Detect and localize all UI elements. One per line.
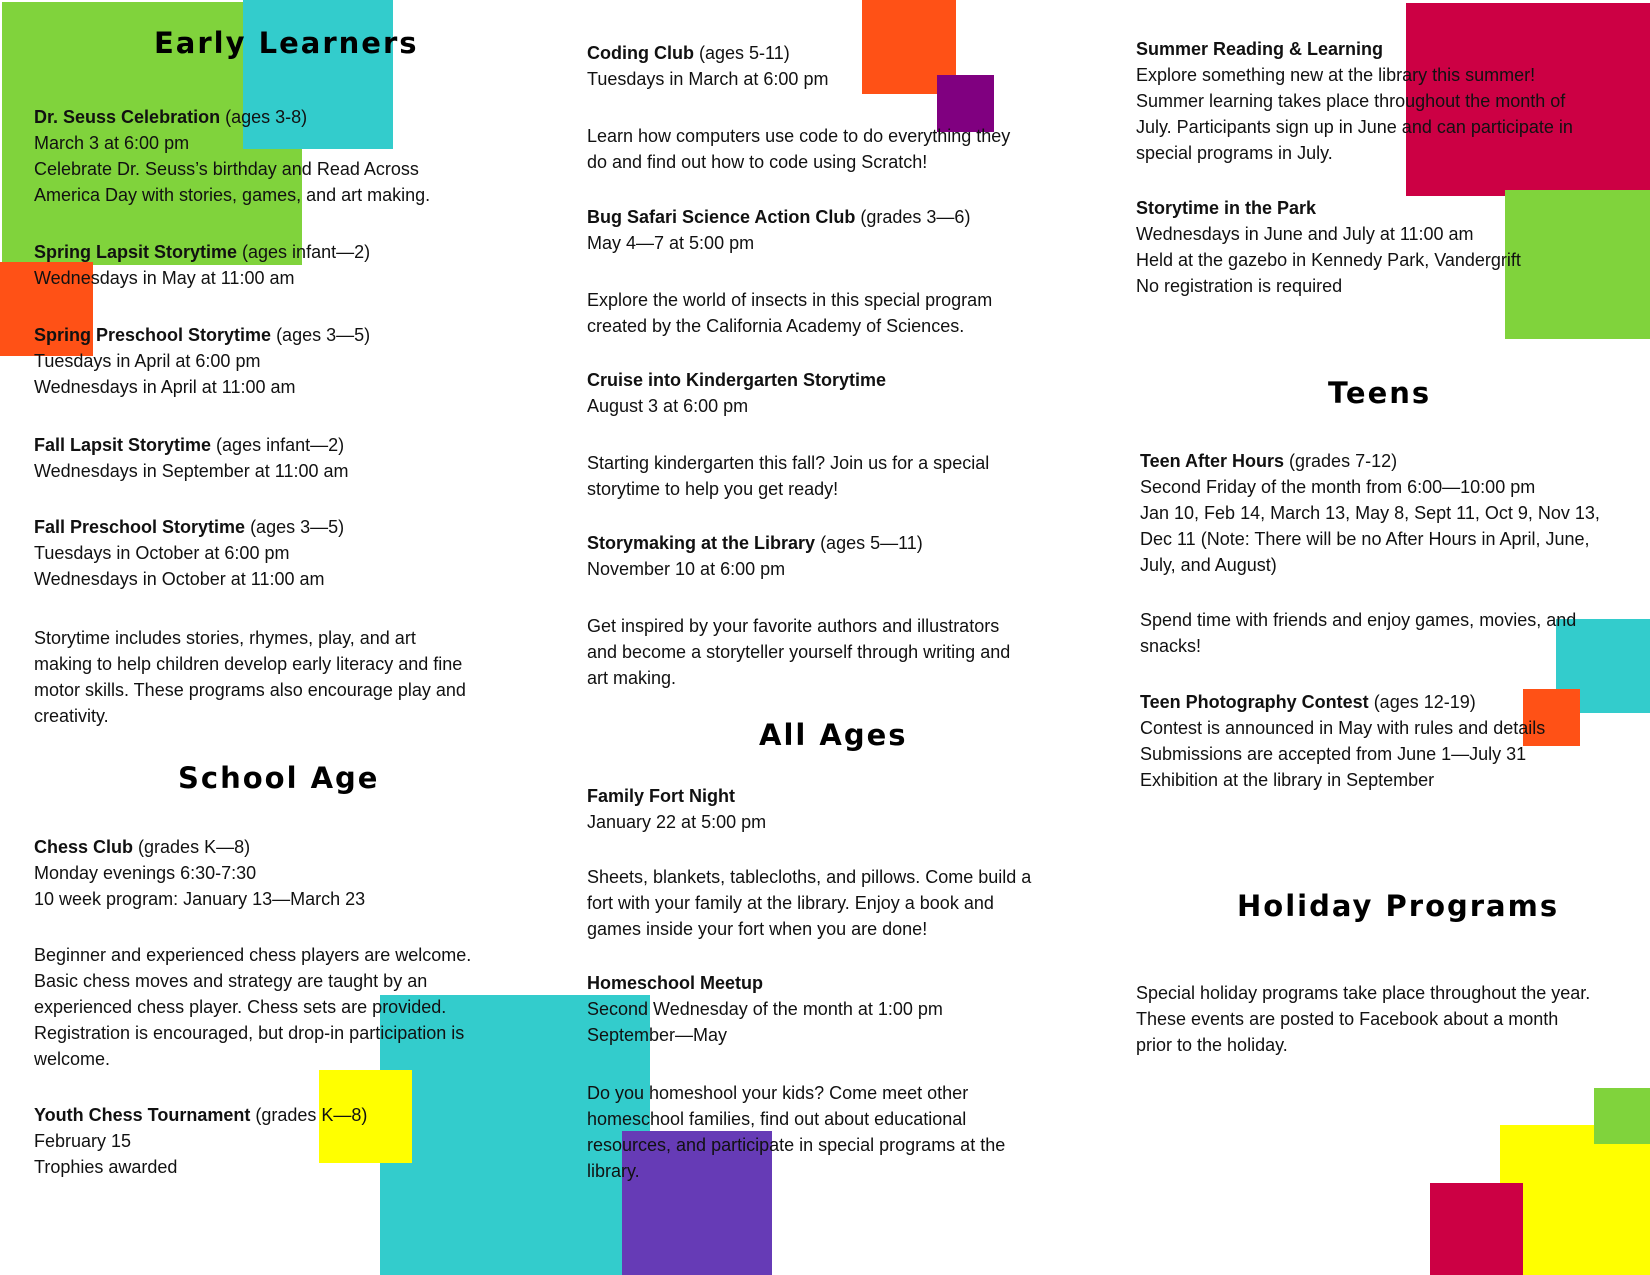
event-time: Tuesdays in October at 6:00 pm [34,543,290,563]
event-dates: July, and August) [1140,555,1277,575]
event-description: America Day with stories, games, and art making. [34,185,431,205]
paragraph-line: Contest is announced in May with rules and details [1140,718,1546,738]
event-time: Second Wednesday of the month at 1:00 pm [587,999,943,1019]
paragraph-line: art making. [587,668,677,688]
event-title: Summer Reading & Learning [1136,39,1384,59]
paragraph-line: Storytime includes stories, rhymes, play, and art [34,628,416,648]
event-title: Coding Club [587,43,694,63]
early-learners-heading: Early Learners [154,26,419,60]
teen-after-hours-description [1140,607,1628,659]
event-title: Chess Club [34,837,134,857]
event-title: Fall Lapsit Storytime [34,435,212,455]
park-storytime-event [1136,195,1628,299]
event-title: Teen Photography Contest [1140,692,1369,712]
school-age-heading: School Age [178,761,380,795]
event-time: Wednesdays in May at 11:00 am [34,268,295,288]
event-time: May 4—7 at 5:00 pm [587,233,755,253]
event-ages: (ages 3—5) [271,325,371,345]
event-ages: (ages 3—5) [245,517,345,537]
coding-club-event [587,40,1067,92]
bug-safari-description [587,287,1067,339]
event-note: No registration is required [1136,276,1343,296]
paragraph-line: Registration is encouraged, but drop-in participation is [34,1023,465,1043]
event-ages: (ages 5—11) [815,533,923,553]
paragraph-line: special programs in July. [1136,143,1333,163]
paragraph-line: Sheets, blankets, tablecloths, and pillows. Come build a [587,867,1032,887]
event-place: Held at the gazebo in Kennedy Park, Vandergrift [1136,250,1521,270]
paragraph-line: Explore something new at the library this summer! [1136,65,1536,85]
event-title: Storytime in the Park [1136,198,1317,218]
event-title: Dr. Seuss Celebration [34,107,221,127]
bug-safari-event [587,204,1067,256]
event-title: Youth Chess Tournament [34,1105,251,1125]
event-time: Wednesdays in October at 11:00 am [34,569,325,589]
paragraph-line: Learn how computers use code to do everything they [587,126,1011,146]
event-time: Monday evenings 6:30-7:30 [34,863,257,883]
paragraph-line: Basic chess moves and strategy are taught by an [34,971,428,991]
paragraph-line: created by the California Academy of Sciences. [587,316,965,336]
spring-lapsit-event [34,239,514,291]
paragraph-line: Get inspired by your favorite authors and illustrators [587,616,1000,636]
spring-preschool-event [34,322,514,400]
holiday-programs-heading: Holiday Programs [1237,889,1560,923]
paragraph-line: Special holiday programs take place throughout the year. [1136,983,1591,1003]
crimson-square-bottom-right [1430,1183,1523,1275]
event-title: Homeschool Meetup [587,973,764,993]
event-title: Family Fort Night [587,786,735,806]
fort-night-event [587,783,1067,835]
storymaking-event [587,530,1067,582]
homeschool-event [587,970,1067,1048]
event-date: February 15 [34,1131,132,1151]
paragraph-line: games inside your fort when you are done! [587,919,928,939]
event-time: Tuesdays in April at 6:00 pm [34,351,261,371]
coding-club-description [587,123,1067,175]
event-title: Fall Preschool Storytime [34,517,246,537]
event-program: 10 week program: January 13—March 23 [34,889,366,909]
paragraph-line: Explore the world of insects in this special program [587,290,993,310]
event-time: August 3 at 6:00 pm [587,396,749,416]
event-ages: (ages 3-8) [220,107,308,127]
event-title: Storymaking at the Library [587,533,816,553]
paragraph-line: fort with your family at the library. Enjoy a book and [587,893,994,913]
event-title: Spring Lapsit Storytime [34,242,238,262]
paragraph-line: Starting kindergarten this fall? Join us for a special [587,453,990,473]
event-time: January 22 at 5:00 pm [587,812,767,832]
green-square-bottom-right [1594,1088,1650,1144]
event-time: Wednesdays in April at 11:00 am [34,377,296,397]
paragraph-line: do and find out how to code using Scratch! [587,152,928,172]
event-title: Bug Safari Science Action Club [587,207,856,227]
event-title: Teen After Hours [1140,451,1285,471]
paragraph-line: July. Participants sign up in June and can participate in [1136,117,1573,137]
paragraph-line: making to help children develop early literacy and fine [34,654,463,674]
event-grades: (grades 7-12) [1284,451,1398,471]
event-time: Second Friday of the month from 6:00—10:00 pm [1140,477,1536,497]
chess-description [34,942,514,1072]
homeschool-description [587,1080,1067,1184]
event-grades: (grades K—8) [133,837,251,857]
paragraph-line: prior to the holiday. [1136,1035,1288,1055]
paragraph-line: creativity. [34,706,109,726]
teens-heading: Teens [1328,376,1432,410]
paragraph-line: Spend time with friends and enjoy games, movies, and [1140,610,1577,630]
event-dates: Jan 10, Feb 14, March 13, May 8, Sept 11, Oct 9, Nov 13, [1140,503,1600,523]
paragraph-line: Do you homeshool your kids? Come meet other [587,1083,969,1103]
fall-preschool-event [34,514,514,592]
paragraph-line: Exhibition at the library in September [1140,770,1435,790]
storymaking-description [587,613,1067,691]
event-time: November 10 at 6:00 pm [587,559,786,579]
event-date: March 3 at 6:00 pm [34,133,190,153]
paragraph-line: welcome. [34,1049,111,1069]
event-note: Trophies awarded [34,1157,178,1177]
paragraph-line: resources, and participate in special programs at the [587,1135,1006,1155]
summer-reading-event [1136,36,1628,166]
paragraph-line: motor skills. These programs also encourage play and [34,680,466,700]
event-description: Celebrate Dr. Seuss’s birthday and Read Across [34,159,419,179]
event-ages: (ages 12-19) [1368,692,1476,712]
chess-club-event [34,834,514,912]
paragraph-line: homeschool families, find out about educational [587,1109,967,1129]
event-time: Wednesdays in June and July at 11:00 am [1136,224,1474,244]
fall-lapsit-event [34,432,514,484]
paragraph-line: Submissions are accepted from June 1—July 31 [1140,744,1527,764]
event-grades: (grades K—8) [250,1105,368,1125]
event-ages: (ages 5-11) [693,43,790,63]
event-ages: (ages infant—2) [237,242,371,262]
kindergarten-description [587,450,1067,502]
event-dates: Dec 11 (Note: There will be no After Hours in April, June, [1140,529,1590,549]
storytime-description [34,625,514,729]
event-title: Cruise into Kindergarten Storytime [587,370,887,390]
paragraph-line: Beginner and experienced chess players are welcome. [34,945,472,965]
event-time: Wednesdays in September at 11:00 am [34,461,349,481]
fort-night-description [587,864,1067,942]
teen-after-hours-event [1140,448,1628,578]
paragraph-line: storytime to help you get ready! [587,479,839,499]
paragraph-line: experienced chess player. Chess sets are provided. [34,997,447,1017]
holiday-description [1136,980,1628,1058]
event-title: Spring Preschool Storytime [34,325,272,345]
event-months: September—May [587,1025,728,1045]
kindergarten-event [587,367,1067,419]
paragraph-line: snacks! [1140,636,1202,656]
teen-photo-contest-event [1140,689,1628,793]
paragraph-line: and become a storyteller yourself through writing and [587,642,1011,662]
youth-chess-event [34,1102,514,1180]
event-grades: (grades 3—6) [855,207,971,227]
paragraph-line: library. [587,1161,640,1181]
event-ages: (ages infant—2) [211,435,345,455]
paragraph-line: Summer learning takes place throughout the month of [1136,91,1566,111]
all-ages-heading: All Ages [759,718,908,752]
paragraph-line: These events are posted to Facebook about a month [1136,1009,1559,1029]
event-time: Tuesdays in March at 6:00 pm [587,69,829,89]
dr-seuss-event [34,104,514,208]
